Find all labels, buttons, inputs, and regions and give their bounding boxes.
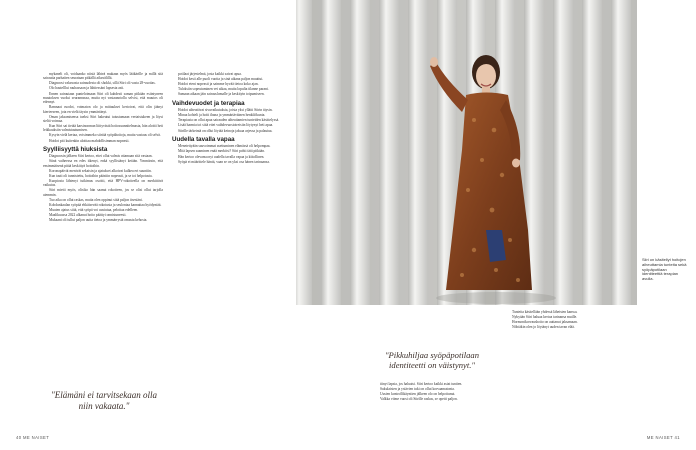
- left-col1-body-2: [43, 154, 163, 222]
- pull-quote-right: "Pikkuhiljaa syöpäpotilaan identiteetti on väistynyt.": [384, 350, 480, 370]
- paragraph: Mitä lapsen saaminen enää merkitsi? Siiri pohti tätä pitkään.: [178, 149, 265, 154]
- slat-gap: [370, 0, 379, 305]
- paragraph: Menetettyään sauvoimmat asettuminen elämässä oli helpompaa.: [178, 144, 271, 149]
- paragraph: Samaan aikaan jäin sairauslomalle ja keskityin toipumiseen.: [178, 92, 265, 97]
- paragraph: Siirille tärkeintä on ollut löytää keinoja jaksaa arjessa ja palautua.: [178, 128, 273, 133]
- photo-caption: Siiri on käsitellyt hoitojen aiheuttamia tunteita sekä syöpäpotilaan identiteettiä terapian avulla.: [642, 257, 687, 282]
- pull-quote-left: "Elämäni ei tarvitsekaan olla niin vakaata.": [50, 390, 157, 411]
- paragraph: Terapiasta on ollut apua sairauden aiheuttamien tunteiden käsittelyssä.: [178, 118, 280, 123]
- wall-slat: [582, 0, 602, 305]
- slat-gap: [312, 0, 321, 305]
- paragraph: Ennen sairautaan punteloimaan Siiri oli kahdesti saman pitkään esiintyneen muutoksen vuoksi seurannassa, mutta nyt vastaanotolla selvisi, että muutos oli edennyt.: [43, 91, 163, 105]
- paragraph: Oman jaksamisensa tueksi Siiri hakeutui tutustumaan vertaistukeen ja löysi sieltä voimaa.: [43, 114, 163, 123]
- paragraph: Lisää harmia toi siitä ettei vaihdevuosioireisiin löytynyt heti apua.: [178, 123, 274, 128]
- wall-slat: [611, 0, 631, 305]
- paragraph: Hän kertoo olevansa nyt uudella tavalla vapaa ja kiitollinen.: [178, 154, 265, 159]
- paragraph: mykaneli oli, voidaanko niistä lähteä mukaan myös lääkärille ja millä sitä sairautta parhaiten seurataan pitkällä aikavälillä.: [43, 72, 163, 81]
- slat-gap: [631, 0, 637, 305]
- paragraph: Hoidot eteni nopeasti ja saimme hyvää tietoa koko ajan.: [178, 82, 259, 87]
- left-col2-body: [172, 72, 292, 97]
- paragraph: Ramnaat ruodot, voimaton olo ja mittaukset kertoivat, että olin jäänyt kierteeseen, jota en vielä täysin ymmärtänyt.: [43, 105, 163, 114]
- wall-slat: [379, 0, 399, 305]
- quote-spacer: [374, 360, 490, 382]
- paragraph: tiinyt lapsia, jos haluaisi. Siiri kertoo kaikki asiat tuntien.: [380, 382, 463, 386]
- paragraph: Muuten ajatus siitä, että syöpä voi uusiutua, pelottaa edelleen.: [49, 207, 139, 212]
- right-column-2: [506, 310, 636, 438]
- paragraph: Kun Siiri sai tietää karsinooman liittyvästä hoitosuunnitelmasta, hän aloitti heti leikkauksiin valmistautumisen.: [43, 124, 163, 133]
- right-col1-body: [374, 382, 490, 402]
- subheading-free: Uudella tavalla vapaa: [172, 135, 235, 143]
- paragraph: Hoidot piti kuitenkin aloittaa mahdollisimman nopeasti.: [49, 138, 130, 143]
- paragraph: Olo hautelllui rauhassaan ja lähtiessäni lapsesta asti.: [49, 86, 125, 91]
- page-number-left: 40 ME NAISET: [16, 435, 50, 440]
- paragraph: Tuo aika on ollut raskas, mutta olen oppinut siitä paljon itsestäni.: [49, 197, 143, 202]
- paragraph: Maalikuussa 2022 alkanut hoito päättyi onnistuneesti.: [49, 213, 127, 218]
- paragraph: Tuloksiin sopeutuminen vei aikaa, mutta lopulta tilanne parani.: [178, 87, 269, 92]
- wall-slat: [321, 0, 341, 305]
- paragraph: Tunteita käsitellään yhdessä läheisten kanssa.: [512, 310, 578, 314]
- right-col2-body: [506, 310, 636, 330]
- paragraph: Kohdunkaulan syöpää ehkäisevää rokotusta ja seulontaa kannattaa hyödyntää.: [49, 202, 162, 207]
- wall-slat: [408, 0, 428, 305]
- paragraph: Siinä vaiheessa en edes itkenyt, enkä syyllistänyt ketään. Ymmärsin, että ensimmäisenä pitää keskittyä hoitoihin.: [43, 159, 163, 168]
- paragraph: Kysyin vielä kertaa, voisimmeko siirtää syöpähoitoja, mutta vastaus oli selvä.: [49, 133, 161, 138]
- paragraph: Minua kohteli ja hoiti ihana ja ymmärtäväinen henkilökunta.: [178, 113, 266, 118]
- paragraph: Mukaani oli tullut paljon uutta tietoa ja ymmärrystä omasta kehosta.: [49, 218, 148, 223]
- right-column-1: [374, 360, 490, 438]
- paragraph: Hoidot aiheuttivat sivuvaikutuksia, joista yksi yllätti Siirin täysin.: [178, 108, 273, 113]
- paragraph: potilaat järjestelmä, josta kaikki saivat apua.: [178, 72, 242, 76]
- paragraph: Hormonikorvaushoito on auttanut jaksamaan.: [512, 320, 578, 325]
- paragraph: Diagnoosi vakavasta sairaudesta oli shokki, sillä Siiri oli vasta 28-vuotias.: [49, 81, 156, 86]
- paragraph: Sukulaisten ja ystävien tuki on ollut korvaamatonta.: [380, 387, 455, 392]
- paragraph: Hoidot kesti alle puoli vuotta ja sinä aikana paljon muuttui.: [178, 77, 264, 82]
- slat-gap: [428, 0, 437, 305]
- left-column-2: [172, 72, 292, 417]
- slat-gap: [544, 0, 553, 305]
- paragraph: Nöhtäkin olen jo löytänyt uuden tavan elää.: [512, 325, 575, 330]
- paragraph: Uusien kontrollikäyntien jälkeen olo on helpottunut.: [380, 392, 456, 397]
- paragraph: Koronapäivät menivät sekaisin ja ajatukset alkoivat kulkea eri suuntiin.: [49, 168, 152, 173]
- subheading-hair: Syylliisyyttä hiuksista: [43, 145, 108, 153]
- slat-gap: [399, 0, 408, 305]
- left-column-1: [43, 72, 163, 417]
- portrait-photo: [296, 0, 637, 305]
- paragraph: Siiri mietti myös, olisiko hän saanut rokotteen, jos se olisi ollut tarjolla aiemmin.: [43, 188, 163, 197]
- wall-slat: [296, 0, 312, 305]
- page-number-right: ME NAISET 41: [646, 435, 680, 440]
- left-col2-body-3: [172, 144, 292, 164]
- paragraph: Syöpä ei määrittele häntä, vaan se on yksi osa hänen tarinaansa.: [178, 159, 270, 164]
- paragraph: Valkka viime vuosi oli Siirille raskas, se opetti paljon.: [380, 397, 458, 402]
- slat-gap: [602, 0, 611, 305]
- subheading-menopause: Vaihdevuodet ja terapiaa: [172, 99, 245, 107]
- photo-illustration: [296, 0, 637, 305]
- paragraph: Nykyään Siiri haluaa kertoa tarinansa muille.: [512, 315, 578, 320]
- left-col1-body: [43, 72, 163, 143]
- paragraph: Kuopiosta lähtenyt tutkimus osoitti, että HPV-rokotteella on merkittävä vaikutus.: [43, 179, 163, 188]
- left-col2-body-2: [172, 108, 292, 133]
- paragraph: Diagnoosin jälkeen Siiri kertoo, ettei ollut valmis ottamaan sitä vastaan.: [49, 154, 153, 159]
- slat-gap: [341, 0, 350, 305]
- paragraph: Kun tauti oli tunnistettu, hoitoihin päästiin nopeasti, ja se toi helpotusta.: [49, 173, 153, 178]
- slat-gap: [573, 0, 582, 305]
- wall-slat: [350, 0, 370, 305]
- wall-slat: [553, 0, 573, 305]
